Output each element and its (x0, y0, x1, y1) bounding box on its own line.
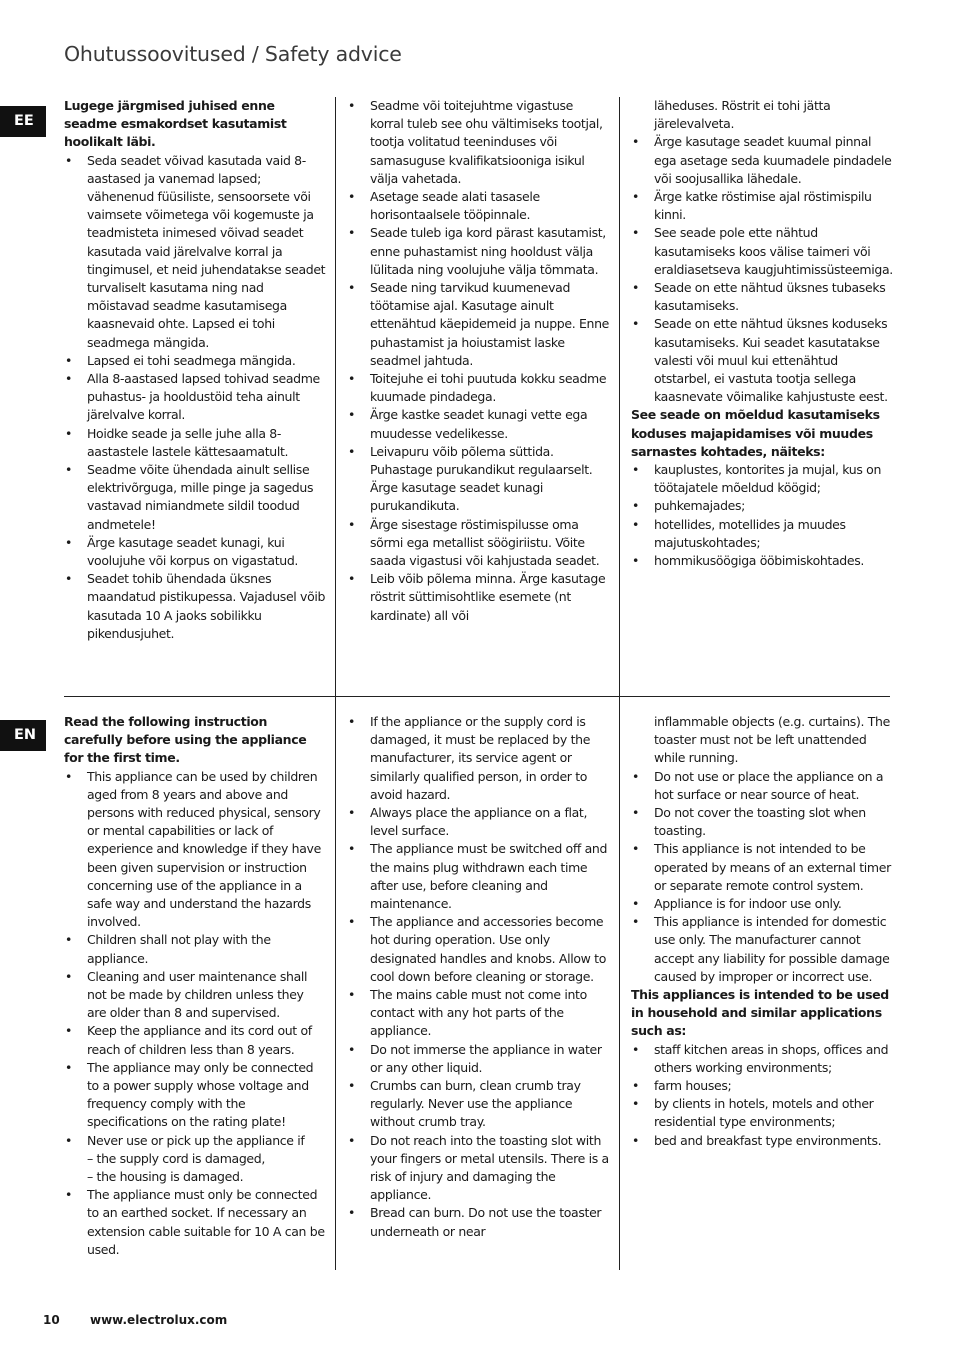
list-item-text: Bread can burn. Do not use the toaster underneath or near (370, 1205, 602, 1239)
list-item (347, 713, 609, 804)
bullet-marker: • (632, 498, 640, 514)
list-item (347, 279, 609, 370)
bullet-marker: • (632, 914, 640, 930)
list-item-text: Appliance is for indoor use only. (654, 896, 842, 912)
list-item (631, 804, 893, 840)
bullet-marker: • (65, 932, 73, 948)
en-column-1 (64, 713, 326, 1259)
list-item (64, 1186, 326, 1259)
column-divider-en-2 (619, 697, 620, 1270)
list-item (631, 840, 893, 895)
bullet-marker: • (65, 1059, 73, 1075)
en-household-heading: This appliances is intended to be used in household and similar applications such as: (631, 987, 889, 1039)
bullet-marker: • (348, 407, 356, 423)
list-item (631, 552, 893, 570)
bullet-marker: • (65, 352, 73, 368)
list-item-text: The appliance must be switched off and the mains plug withdrawn each time after use, before cleaning and maintenance. (370, 841, 608, 912)
bullet-marker: • (632, 316, 640, 332)
list-item-text: Hoidke seade ja selle juhe alla 8-aastastele lastele kättesaamatult. (87, 425, 289, 459)
bullet-marker: • (632, 1132, 640, 1148)
list-item-text: Asetage seade alati tasasele horisontaalsele tööpinnale. (370, 189, 540, 223)
bullet-marker: • (632, 896, 640, 912)
list-item-text: Ärge kasutage seadet kuumal pinnal ega asetage seda kuumadele pindadele või soojusallika lähedale. (654, 134, 892, 186)
list-item (631, 461, 893, 497)
list-item (631, 1132, 893, 1150)
list-item (347, 516, 609, 571)
list-item-text: This appliance can be used by children aged from 8 years and above and persons with reduced physical, sensory or mental capabilities or lack of experience and knowledge if they have been given supervision or instruction concerning use of the appliance in a safe way and understand the hazards involved. (87, 768, 321, 930)
bullet-marker: • (65, 1187, 73, 1203)
bullet-marker: • (348, 98, 356, 113)
list-item-text: Seadme võite ühendada ainult sellise elektrivõrguga, mille pinge ja sagedus vastavad nimiandmete sildil toodud andmetele! (87, 462, 314, 532)
list-item-text: puhkemajades; (654, 498, 746, 514)
list-item (631, 188, 893, 224)
list-item-text: Lapsed ei tohi seadmega mängida. (87, 352, 296, 368)
bullet-marker: • (65, 1023, 73, 1039)
list-item (347, 1077, 609, 1132)
list-item (347, 97, 609, 188)
bullet-marker: • (632, 516, 640, 532)
list-item (347, 406, 609, 442)
ee-column-1 (64, 97, 326, 643)
bullet-marker: • (65, 425, 73, 441)
bullet-marker: • (632, 1041, 640, 1057)
list-item-text: The mains cable must not come into contact with any hot parts of the appliance. (370, 987, 587, 1039)
list-item (64, 534, 326, 570)
list-item-text: Do not cover the toasting slot when toasting. (654, 805, 866, 839)
list-item-text: Seadet tohib ühendada üksnes maandatud pistikupessa. Vajadusel võib kasutada 10 A jaoks sobilikku pikendusjuhet. (87, 571, 326, 641)
bullet-marker: • (348, 443, 356, 459)
bullet-marker: • (632, 841, 640, 857)
list-item (631, 516, 893, 552)
bullet-marker: • (348, 805, 356, 821)
ee-intro-heading: Lugege järgmised juhised enne seadme esmakordset kasutamist hoolikalt läbi. (64, 98, 287, 150)
bullet-marker: • (348, 914, 356, 930)
list-item-text: staff kitchen areas in shops, offices and others working environments; (654, 1041, 889, 1075)
list-item-text: Leivapuru võib põlema süttida. Puhastage purukandikut regulaarselt. Ärge kasutage seadet kunagi purukandikuta. (370, 443, 593, 514)
ee-col3-list-2 (631, 461, 893, 570)
list-item-text: kauplustes, kontorites ja mujal, kus on töötajatele mõeldud köögid; (654, 462, 882, 496)
bullet-marker: • (632, 805, 640, 821)
list-item (347, 804, 609, 840)
ee-col3-list (631, 133, 893, 406)
bullet-marker: • (348, 1041, 356, 1057)
bullet-marker: • (65, 768, 73, 784)
bullet-marker: • (632, 462, 640, 478)
bullet-marker: • (348, 225, 356, 241)
bullet-marker: • (348, 841, 356, 857)
list-item-text: Keep the appliance and its cord out of reach of children less than 8 years. (87, 1023, 312, 1057)
bullet-marker: • (348, 1205, 356, 1221)
ee-continuation-text: läheduses. Röstrit ei tohi jätta järelevalveta. (654, 98, 831, 132)
bullet-marker: • (632, 1078, 640, 1094)
bullet-marker: • (65, 1132, 73, 1148)
bullet-marker: • (348, 1078, 356, 1094)
list-item-text: See seade pole ette nähtud kasutamiseks koos välise taimeri või eraldiasetseva kaugjuhtimissüsteemiga. (654, 225, 893, 277)
bullet-marker: • (348, 189, 356, 205)
list-item (347, 188, 609, 224)
bullet-marker: • (632, 1096, 640, 1112)
list-item (347, 840, 609, 913)
list-item (347, 570, 609, 625)
bullet-marker: • (632, 134, 640, 150)
list-item (631, 1077, 893, 1095)
ee-col2-list (347, 97, 609, 625)
ee-household-heading: See seade on mõeldud kasutamiseks koduses majapidamises või muudes sarnastes kohtades, näiteks: (631, 407, 880, 459)
page-number: 10 (43, 1313, 60, 1327)
list-item-text: Crumbs can burn, clean crumb tray regularly. Never use the appliance without crumb tray. (370, 1078, 581, 1130)
list-item (347, 913, 609, 986)
list-item-text: This appliance is not intended to be operated by means of an external timer or separate remote control system. (654, 841, 891, 893)
list-item-text: Do not immerse the appliance in water or any other liquid. (370, 1041, 602, 1075)
list-item (64, 461, 326, 534)
list-item-text: If the appliance or the supply cord is damaged, it must be replaced by the manufacturer, its service agent or similarly qualified person, in order to avoid hazard. (370, 714, 591, 802)
list-item (347, 1204, 609, 1240)
list-item (64, 152, 326, 352)
bullet-marker: • (632, 553, 640, 569)
bullet-marker: • (65, 462, 73, 478)
list-item-text: Do not use or place the appliance on a hot surface or near source of heat. (654, 768, 884, 802)
list-item-text: Seda seadet võivad kasutada vaid 8-aastased ja vanemad lapsed; vähenenud füüsiliste, sensoorsete või vaimsete võimetega või kogemuste ja teadmisteta inimesed võivad seadet kasutada vaid järelvalve korral ja tingimusel, et neid juhendatakse seadet turvaliselt kasutama ning nad mõistavad seadme kasutamisega kaasnevaid ohte. Lapsed ei tohi seadmega mängida. (87, 152, 326, 350)
list-item (631, 1041, 893, 1077)
ee-column-2 (347, 97, 609, 625)
list-item (64, 352, 326, 370)
en-continuation-text: inflammable objects (e.g. curtains). The toaster must not be left unattended while running. (654, 714, 890, 766)
list-item-text: Ärge kasutage seadet kunagi, kui voolujuhe või korpus on vigastatud. (87, 534, 299, 569)
en-intro-heading: Read the following instruction carefully before using the appliance for the first time. (64, 714, 307, 766)
en-column-3 (631, 713, 893, 1150)
bullet-marker: • (65, 571, 73, 587)
bullet-marker: • (632, 189, 640, 205)
list-item-text: Always place the appliance on a flat, level surface. (370, 805, 588, 839)
bullet-marker: • (65, 152, 73, 168)
list-item-text: Seadme või toitejuhtme vigastuse korral tuleb see ohu vältimiseks tootjal, tootja volitatud teeninduses või samasuguse kvalifikatsiooniga isikul välja vahetada. (370, 98, 603, 186)
bullet-marker: • (348, 571, 356, 587)
list-item (631, 224, 893, 279)
list-item (631, 768, 893, 804)
bullet-marker: • (348, 516, 356, 532)
list-item (64, 370, 326, 425)
list-item (347, 224, 609, 279)
list-item (64, 768, 326, 932)
list-item (631, 315, 893, 406)
list-item (631, 1095, 893, 1131)
bullet-marker: • (632, 225, 640, 241)
en-column-2 (347, 713, 609, 1241)
list-item (631, 913, 893, 986)
list-item (64, 968, 326, 1023)
language-tab-ee: EE (0, 106, 46, 137)
bullet-marker: • (632, 280, 640, 296)
column-divider-ee-2 (619, 97, 620, 697)
en-col1-list (64, 768, 326, 1259)
list-item-text: Ärge katke röstimise ajal röstimispilu kinni. (654, 189, 872, 223)
column-divider-ee-1 (335, 97, 336, 697)
list-item (631, 895, 893, 913)
list-item (64, 1059, 326, 1132)
bullet-marker: • (348, 371, 356, 387)
list-item-text: Toitejuhe ei tohi puutuda kokku seadme kuumade pindadega. (370, 371, 607, 405)
list-item (347, 443, 609, 516)
page-title: Ohutussoovitused / Safety advice (64, 42, 402, 66)
list-item (631, 497, 893, 515)
list-item-text: farm houses; (654, 1078, 732, 1094)
list-item-text: Ärge kastke seadet kunagi vette ega muudesse vedelikesse. (370, 407, 588, 441)
ee-col1-list (64, 152, 326, 643)
bullet-marker: • (65, 371, 73, 387)
list-item-text: Seade tuleb iga kord pärast kasutamist, enne puhastamist ning hooldust välja lülitada ning voolujuhe välja tõmmata. (370, 225, 606, 277)
bullet-marker: • (632, 768, 640, 784)
list-item (64, 1022, 326, 1058)
list-item-text: Seade on ette nähtud üksnes tubaseks kasutamiseks. (654, 280, 886, 314)
list-item (347, 986, 609, 1041)
list-item-text: The appliance must only be connected to an earthed socket. If necessary an extension cable suitable for 10 A can be used. (87, 1187, 325, 1257)
list-item-text: The appliance and accessories become hot during operation. Use only designated handles and knobs. Allow to cool down before cleaning or storage. (370, 914, 606, 984)
bullet-marker: • (348, 987, 356, 1003)
ee-column-3 (631, 97, 893, 570)
column-divider-en-1 (335, 697, 336, 1270)
bullet-marker: • (348, 1132, 356, 1148)
bullet-marker: • (65, 968, 73, 984)
list-item-text: hotellides, motellides ja muudes majutuskohtades; (654, 516, 846, 550)
list-item (64, 1132, 326, 1187)
section-divider (64, 696, 890, 697)
bullet-marker: • (348, 714, 356, 729)
bullet-marker: • (348, 280, 356, 296)
list-item-text: This appliance is intended for domestic use only. The manufacturer cannot accept any liability for possible damage caused by improper or incorrect use. (654, 914, 890, 984)
list-item-text: Alla 8-aastased lapsed tohivad seadme puhastus- ja hooldustöid teha ainult järelvalve korral. (87, 371, 320, 423)
list-item (64, 570, 326, 643)
list-item (347, 1132, 609, 1205)
language-tab-en: EN (0, 720, 46, 751)
list-item-text: Seade ning tarvikud kuumenevad töötamise ajal. Kasutage ainult ettenähtud käepidemeid ja nuppe. Enne puhastamist ja hoiustamist laske seadmel jahtuda. (370, 280, 610, 368)
list-item-text: hommikusöögiga ööbimiskohtades. (654, 553, 865, 569)
list-item-text: bed and breakfast type environments. (654, 1132, 882, 1148)
list-item-text: Ärge sisestage röstimispilusse oma sõrmi ega metallist söögiriistu. Võite saada vigastusi või kahjustada seadet. (370, 516, 600, 569)
list-item-text: Do not reach into the toasting slot with your fingers or metal utensils. There is a risk of injury and damaging the appliance. (370, 1132, 609, 1203)
list-item (631, 133, 893, 188)
list-item-text: Cleaning and user maintenance shall not be made by children unless they are older than 8 and supervised. (87, 968, 308, 1021)
list-item-text: Leib võib põlema minna. Ärge kasutage röstrit süttimisohtlike esemete (nt kardinate) all või (370, 571, 606, 623)
list-item (64, 425, 326, 461)
list-item (347, 1041, 609, 1077)
list-item-text: by clients in hotels, motels and other residential type environments; (654, 1096, 874, 1130)
en-col3-list (631, 768, 893, 986)
list-item-text: Seade on ette nähtud üksnes koduseks kasutamiseks. Kui seadet kasutatakse valesti või muul kui ettenähtud otstarbel, ei vastuta tootja sellega kaasnevate võimalike kahjustuste eest. (654, 316, 888, 405)
list-item (347, 370, 609, 406)
en-col2-list (347, 713, 609, 1241)
list-item (64, 931, 326, 967)
list-item-text: Children shall not play with the appliance. (87, 932, 271, 966)
list-item-text: Never use or pick up the appliance if – the supply cord is damaged, – the housing is damaged. (87, 1132, 305, 1185)
footer-url: www.electrolux.com (90, 1313, 228, 1327)
list-item-text: The appliance may only be connected to a power supply whose voltage and frequency comply with the specifications on the rating plate! (87, 1059, 314, 1130)
en-col3-list-2 (631, 1041, 893, 1150)
list-item (631, 279, 893, 315)
bullet-marker: • (65, 534, 73, 550)
